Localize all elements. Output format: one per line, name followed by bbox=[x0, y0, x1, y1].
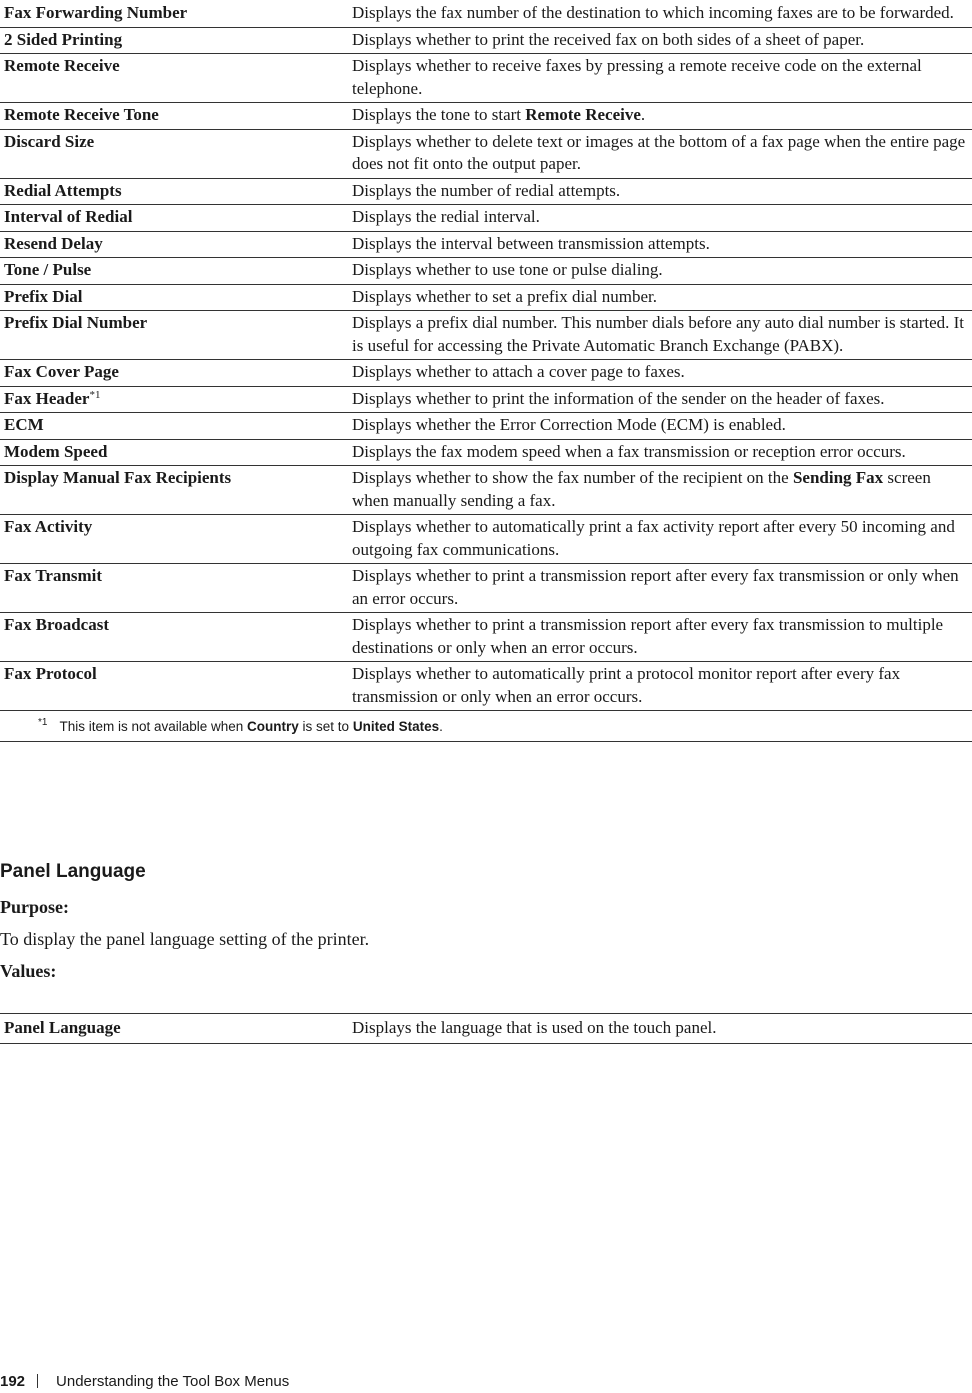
setting-description: Displays whether to print the received fax on both sides of a sheet of paper. bbox=[348, 27, 972, 54]
footnote-emphasis: Country bbox=[247, 719, 299, 734]
setting-description: Displays the fax modem speed when a fax transmission or reception error occurs. bbox=[348, 439, 972, 466]
setting-name-text: Fax Activity bbox=[4, 517, 93, 536]
table-row bbox=[0, 54, 972, 103]
table-row bbox=[0, 231, 972, 258]
table-row bbox=[0, 613, 972, 662]
setting-description: Displays the number of redial attempts. bbox=[348, 178, 972, 205]
table-row bbox=[0, 1014, 972, 1044]
page-footer bbox=[0, 1371, 289, 1393]
setting-description bbox=[348, 466, 972, 515]
setting-name-text: Discard Size bbox=[4, 131, 95, 151]
setting-name: Panel Language bbox=[0, 1014, 348, 1044]
footnote-text: This item is not available when bbox=[59, 719, 248, 734]
setting-description: Displays whether to automatically print a protocol monitor report after every fax transmission or only when an error occurs. bbox=[348, 662, 972, 711]
table-row bbox=[0, 311, 972, 360]
setting-name bbox=[0, 439, 348, 466]
setting-description: Displays the interval between transmission attempts. bbox=[348, 231, 972, 258]
footnote-mark: *1 bbox=[38, 717, 48, 728]
setting-name bbox=[0, 360, 348, 387]
purpose-label: Purpose: bbox=[0, 897, 69, 917]
footnote-ref: *1 bbox=[89, 388, 101, 401]
setting-name-text: Prefix Dial bbox=[4, 286, 83, 306]
setting-name-text: Resend Delay bbox=[4, 233, 103, 253]
footnote bbox=[0, 711, 972, 742]
setting-name bbox=[0, 258, 348, 285]
table-row bbox=[0, 178, 972, 205]
setting-description: Displays whether to use tone or pulse dialing. bbox=[348, 258, 972, 285]
footer-divider bbox=[37, 1374, 38, 1388]
setting-name bbox=[0, 284, 348, 311]
setting-description: Displays whether to print a transmission report after every fax transmission or only when an error occurs. bbox=[348, 564, 972, 613]
setting-description: Displays whether the Error Correction Mode (ECM) is enabled. bbox=[348, 413, 972, 440]
setting-description: Displays whether to print a transmission report after every fax transmission to multiple destinations or only when an error occurs. bbox=[348, 613, 972, 662]
values-label: Values: bbox=[0, 961, 57, 981]
setting-name bbox=[0, 564, 348, 613]
setting-name bbox=[0, 466, 348, 515]
chapter-title: Understanding the Tool Box Menus bbox=[56, 1373, 290, 1390]
footnote-text: is set to bbox=[298, 719, 353, 734]
table-row bbox=[0, 205, 972, 232]
table-row bbox=[0, 515, 972, 564]
table-row bbox=[0, 27, 972, 54]
table-row bbox=[0, 0, 972, 27]
setting-name bbox=[0, 662, 348, 711]
description-emphasis: Sending Fax bbox=[792, 468, 884, 487]
setting-name-text: Interval of Redial bbox=[4, 207, 133, 226]
setting-name-text: Remote Receive Tone bbox=[4, 105, 159, 124]
setting-name-text: 2 Sided Printing bbox=[4, 29, 123, 49]
setting-name-text: Tone / Pulse bbox=[4, 260, 92, 279]
footnote-text: . bbox=[439, 719, 443, 734]
table-row bbox=[0, 284, 972, 311]
setting-name bbox=[0, 103, 348, 130]
table-row bbox=[0, 466, 972, 515]
setting-name-text: Redial Attempts bbox=[4, 180, 122, 200]
setting-description: Displays the redial interval. bbox=[348, 205, 972, 232]
description-text: Displays whether to show the fax number of the recipient on the bbox=[352, 468, 793, 487]
table-row bbox=[0, 386, 972, 413]
setting-description: Displays whether to automatically print a fax activity report after every 50 incoming and outgoing fax communications. bbox=[348, 515, 972, 564]
table-row bbox=[0, 662, 972, 711]
table-row bbox=[0, 258, 972, 285]
description-text: Displays the tone to start bbox=[352, 105, 526, 124]
setting-name bbox=[0, 231, 348, 258]
description-text: . bbox=[640, 105, 646, 124]
setting-name-text: ECM bbox=[4, 415, 44, 434]
setting-name-text: Fax Broadcast bbox=[4, 615, 109, 634]
footnote-emphasis: United States bbox=[352, 719, 440, 734]
table-row bbox=[0, 413, 972, 440]
description-text: screen when manually sending a fax. bbox=[352, 468, 931, 510]
page-number: 192 bbox=[0, 1373, 26, 1390]
table-row bbox=[0, 564, 972, 613]
setting-name-text: Modem Speed bbox=[4, 441, 108, 461]
setting-name-text: Fax Cover Page bbox=[4, 362, 119, 381]
setting-description: Displays the language that is used on the touch panel. bbox=[348, 1014, 972, 1044]
table-row bbox=[0, 129, 972, 178]
setting-name-text: Display Manual Fax Recipients bbox=[4, 468, 232, 487]
setting-name bbox=[0, 386, 348, 413]
table-row bbox=[0, 103, 972, 130]
setting-name bbox=[0, 613, 348, 662]
setting-name-text: Fax Transmit bbox=[4, 566, 103, 585]
section-title: Panel Language bbox=[0, 861, 146, 882]
setting-name bbox=[0, 129, 348, 178]
footnote-row bbox=[0, 711, 972, 742]
setting-name-text: Prefix Dial Number bbox=[4, 313, 148, 332]
setting-name bbox=[0, 413, 348, 440]
setting-description: Displays whether to attach a cover page to faxes. bbox=[348, 360, 972, 387]
setting-name-text: Fax Header bbox=[4, 388, 90, 408]
setting-name-text: Remote Receive bbox=[4, 56, 120, 75]
setting-description: Displays a prefix dial number. This number dials before any auto dial number is started. It is useful for accessing the Private Automatic Branch Exchange (PABX). bbox=[348, 311, 972, 360]
setting-name bbox=[0, 515, 348, 564]
setting-description: Displays whether to print the information of the sender on the header of faxes. bbox=[348, 386, 972, 413]
setting-name bbox=[0, 311, 348, 360]
purpose-text: To display the panel language setting of the printer. bbox=[0, 929, 370, 949]
description-emphasis: Remote Receive bbox=[525, 105, 641, 124]
setting-description: Displays whether to set a prefix dial number. bbox=[348, 284, 972, 311]
setting-name-text: Fax Forwarding Number bbox=[4, 3, 188, 22]
setting-name bbox=[0, 54, 348, 103]
setting-description: Displays whether to delete text or images at the bottom of a fax page when the entire page does not fit onto the output paper. bbox=[348, 129, 972, 178]
table-row bbox=[0, 439, 972, 466]
table-row bbox=[0, 360, 972, 387]
setting-description bbox=[348, 103, 972, 130]
setting-name bbox=[0, 205, 348, 232]
setting-name bbox=[0, 0, 348, 27]
setting-description: Displays the fax number of the destination to which incoming faxes are to be forwarded. bbox=[348, 0, 972, 27]
setting-name-text: Fax Protocol bbox=[4, 664, 97, 683]
setting-description: Displays whether to receive faxes by pressing a remote receive code on the external telephone. bbox=[348, 54, 972, 103]
setting-name bbox=[0, 178, 348, 205]
setting-name bbox=[0, 27, 348, 54]
values-table bbox=[0, 1013, 972, 1044]
